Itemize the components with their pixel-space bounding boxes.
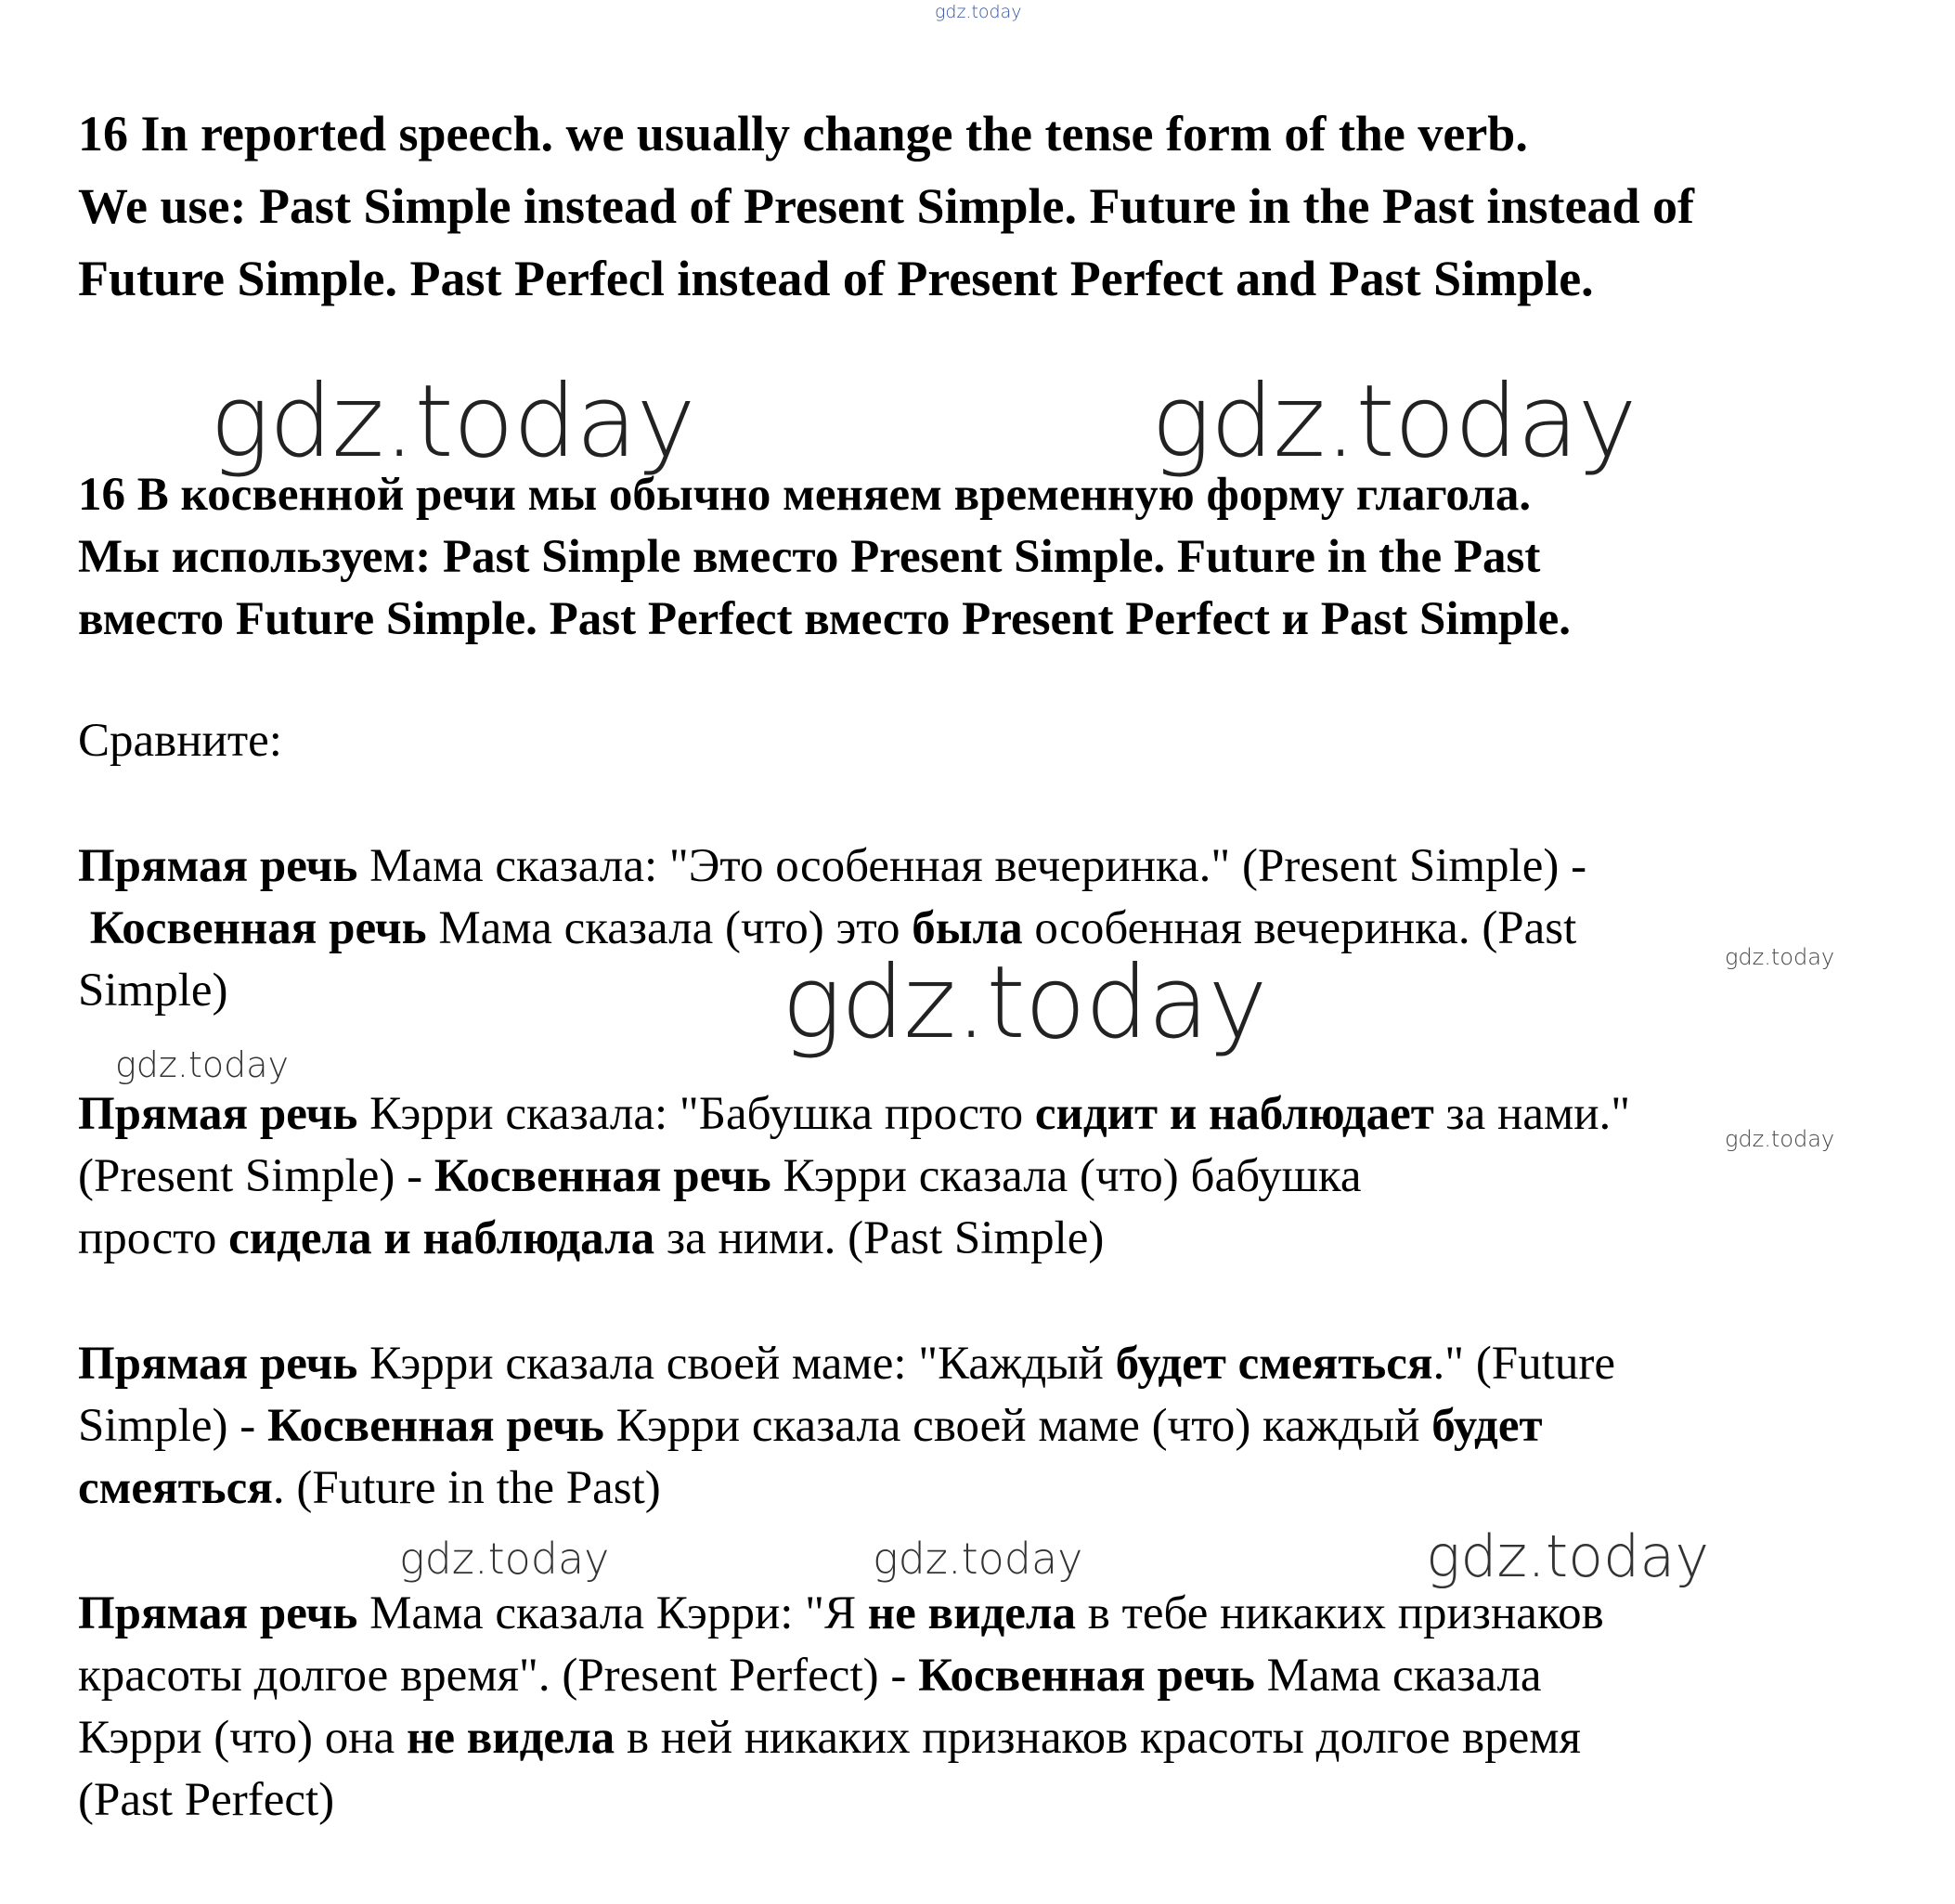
russian-explanation: [78, 464, 1916, 651]
example-text: Кэрри сказала своей маме (что) каждый: [603, 1400, 1432, 1452]
example-text: красоты долгое время". (Present Perfect) -: [78, 1650, 919, 1702]
example-line: [78, 1707, 1925, 1769]
example-3: [78, 1333, 1925, 1520]
english-line: 16 In reported speech. we usually change the tense form of the verb.: [78, 106, 1528, 162]
example-line: [78, 1333, 1925, 1395]
watermark-medium: gdz.today: [873, 1534, 1083, 1584]
english-line: We use: Past Simple instead of Present Simple. Future in the Past instead of: [78, 178, 1694, 234]
example-line: [78, 1645, 1925, 1707]
highlighted-verb: будет: [1431, 1400, 1543, 1452]
highlighted-verb: не видела: [867, 1587, 1076, 1639]
example-text: Мама сказала: "Это особенная вечеринка." (Present Simple) -: [357, 840, 1587, 892]
indirect-speech-label: Косвенная речь: [434, 1150, 771, 1202]
example-text: за ними. (Past Simple): [654, 1212, 1105, 1264]
highlighted-verb: сидит и наблюдает: [1034, 1088, 1434, 1140]
compare-text: Сравните:: [78, 715, 282, 767]
example-text: (Present Simple) -: [78, 1150, 434, 1202]
watermark-small: gdz.today: [1725, 1126, 1835, 1152]
example-2: [78, 1083, 1925, 1270]
indirect-speech-label: Косвенная речь: [918, 1650, 1255, 1702]
watermark-medium: gdz.today: [115, 1044, 289, 1085]
example-text: в ней никаких признаков красоты долгое время: [615, 1712, 1581, 1764]
example-text: Кэрри (что) она: [78, 1712, 407, 1764]
example-text: в тебе никаких признаков: [1076, 1587, 1604, 1639]
example-line: [78, 1457, 1925, 1520]
watermark-medium: gdz.today: [399, 1534, 610, 1584]
indirect-speech-label: Косвенная речь: [266, 1400, 604, 1452]
indirect-speech-label: Косвенная речь: [89, 902, 427, 954]
watermark-medium: gdz.today: [1426, 1522, 1710, 1590]
example-4: [78, 1583, 1925, 1832]
highlighted-verb: была: [912, 902, 1023, 954]
direct-speech-label: Прямая речь: [78, 840, 358, 892]
direct-speech-label: Прямая речь: [78, 1587, 358, 1639]
example-text: ." (Future: [1432, 1338, 1615, 1390]
watermark-small: gdz.today: [1725, 944, 1835, 970]
watermark-large: gdz.today: [782, 945, 1267, 1061]
example-line: [78, 1146, 1925, 1208]
example-line: [78, 1208, 1925, 1270]
example-line: [78, 1583, 1925, 1645]
example-line: [78, 1083, 1925, 1146]
watermark-large: gdz.today: [1151, 364, 1637, 480]
example-text: . (Future in the Past): [272, 1462, 661, 1514]
direct-speech-label: Прямая речь: [78, 1088, 358, 1140]
russian-line: Мы используем: Past Simple вместо Present Simple. Future in the Past: [78, 531, 1541, 583]
watermark-top: gdz.today: [935, 2, 1022, 22]
example-text: Кэрри сказала (что) бабушка: [770, 1150, 1362, 1202]
highlighted-verb: смеяться: [78, 1462, 273, 1514]
example-text: особенная вечеринка. (Past: [1022, 902, 1577, 954]
highlighted-verb: не видела: [406, 1712, 615, 1764]
example-text: за нами.": [1433, 1088, 1631, 1140]
english-line: Future Simple. Past Perfecl instead of Present Perfect and Past Simple.: [78, 251, 1594, 306]
example-text: просто: [78, 1212, 229, 1264]
russian-line: 16 В косвенной речи мы обычно меняем временную форму глагола.: [78, 469, 1532, 521]
direct-speech-label: Прямая речь: [78, 1338, 358, 1390]
example-line: [78, 1395, 1925, 1457]
russian-line: вместо Future Simple. Past Perfect вместо Present Perfect и Past Simple.: [78, 593, 1571, 645]
example-1: [78, 835, 1925, 1022]
example-text: Мама сказала (что) это: [426, 902, 913, 954]
example-text: Мама сказала: [1254, 1650, 1542, 1702]
example-line: [78, 835, 1925, 898]
highlighted-verb: будет смеяться: [1115, 1338, 1433, 1390]
example-text: Мама сказала Кэрри: "Я: [357, 1587, 868, 1639]
example-line: (Past Perfect): [78, 1774, 335, 1826]
example-line: Simple): [78, 965, 228, 1017]
compare-label: [78, 710, 1925, 772]
example-line: [78, 898, 1925, 960]
example-text: Кэрри сказала: "Бабушка просто: [357, 1088, 1035, 1140]
highlighted-verb: сидела и наблюдала: [228, 1212, 655, 1264]
example-text: Simple) -: [78, 1400, 267, 1452]
example-text: Кэрри сказала своей маме: "Каждый: [357, 1338, 1116, 1390]
english-explanation: [78, 97, 1916, 315]
watermark-large: gdz.today: [210, 364, 695, 480]
